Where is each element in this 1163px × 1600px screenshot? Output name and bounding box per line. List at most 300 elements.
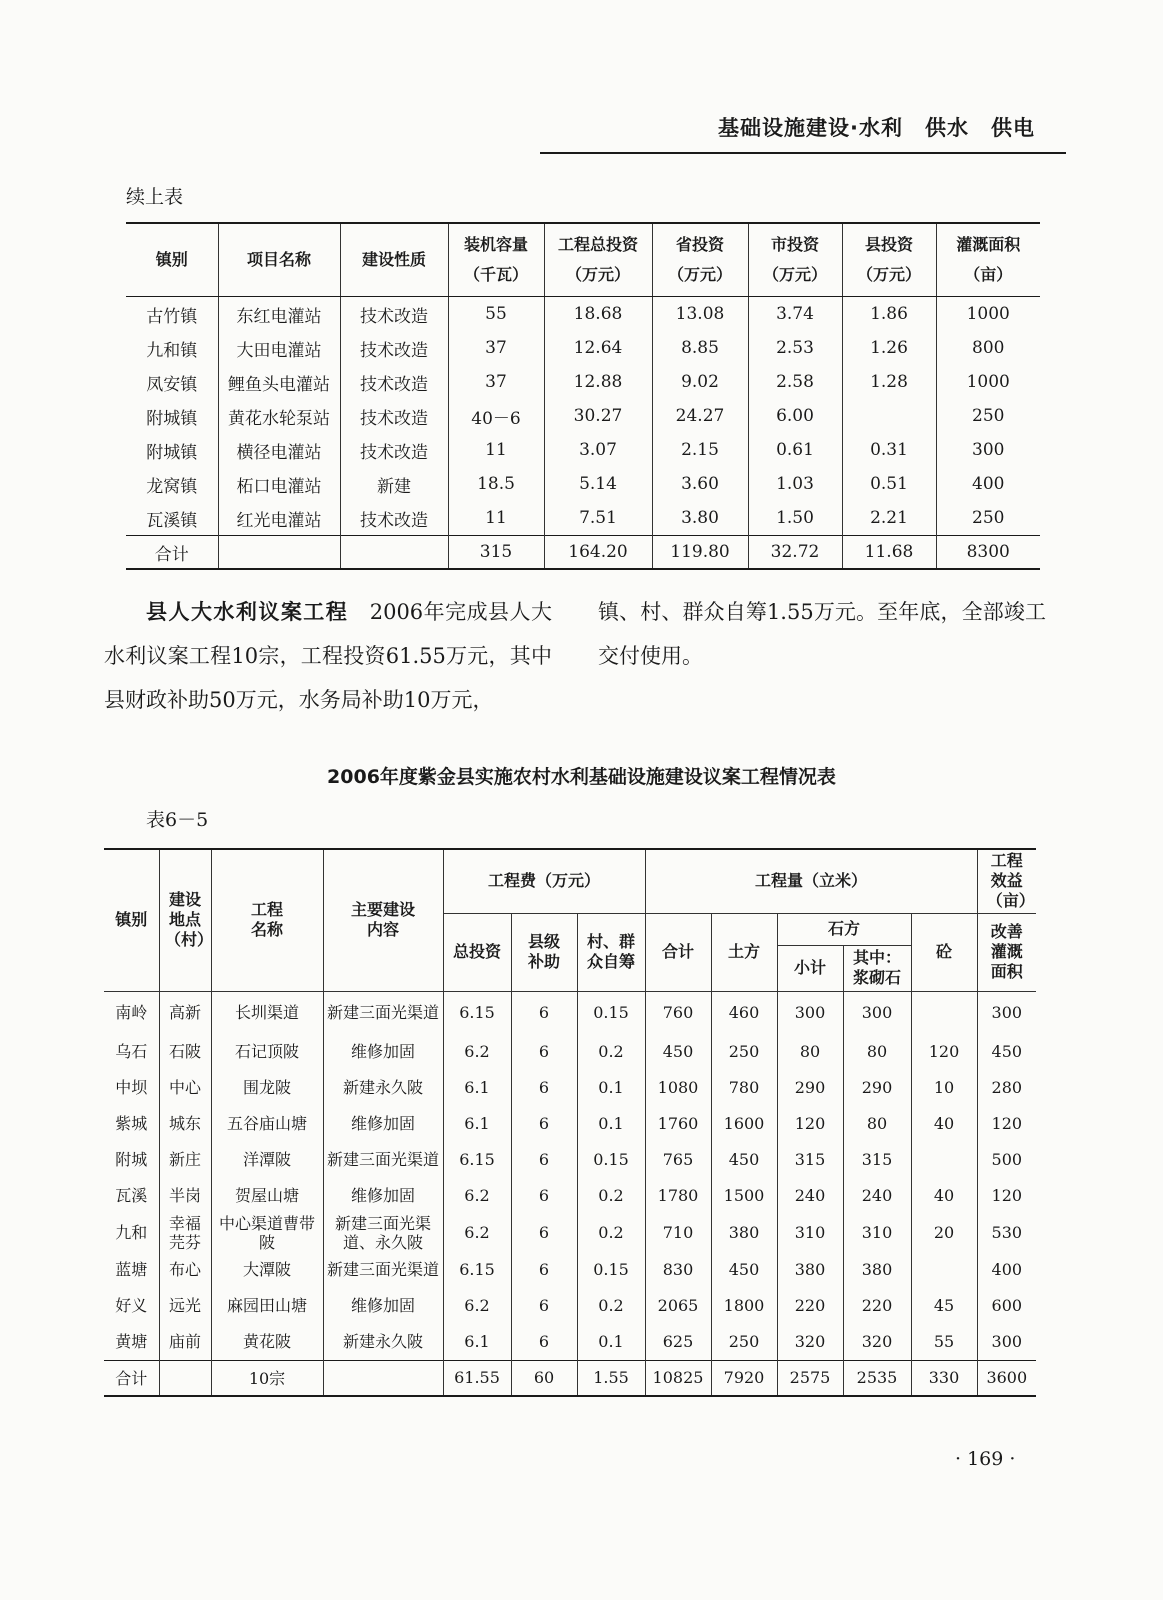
table2-cell-text: 315 bbox=[794, 1150, 826, 1169]
table1-cell: 新建 bbox=[340, 467, 448, 501]
table1-cell: 九和镇 bbox=[146, 340, 198, 361]
paragraph-text-col1: 2006年完成县人大水利议案工程10宗，工程投资61.55万元，其中县财政补助50万元，水务局补助10万元， bbox=[104, 600, 553, 712]
table2-cell bbox=[645, 1070, 711, 1106]
table2-cell bbox=[843, 1252, 911, 1288]
table2-row bbox=[104, 1324, 1036, 1361]
table2-cell bbox=[443, 991, 511, 1034]
table2-cell bbox=[211, 1034, 323, 1070]
table2-cell-text: 450 bbox=[728, 1150, 760, 1169]
table2-cell-text: 新建三面光渠道 bbox=[326, 1003, 439, 1022]
table2-cell bbox=[159, 1106, 211, 1142]
table2-cell bbox=[977, 1070, 1036, 1106]
table2-cell-text: 6.1 bbox=[464, 1114, 490, 1133]
table1-cell: 鲤鱼头电灌站 bbox=[218, 365, 340, 399]
table2-cell bbox=[645, 1034, 711, 1070]
table1-cell: 技术改造 bbox=[340, 365, 448, 399]
page-number: · 169 · bbox=[955, 1448, 1016, 1470]
table2-cell bbox=[911, 1034, 977, 1070]
table2-cell-text: 新建三面光渠道 bbox=[326, 1150, 439, 1169]
table2-cell bbox=[511, 1178, 577, 1214]
table2-cell bbox=[511, 1142, 577, 1178]
paragraph-col1 bbox=[104, 590, 552, 722]
th-tf: 土方 bbox=[711, 913, 777, 991]
table2-cell-text: 城东 bbox=[168, 1114, 201, 1133]
table2-cell bbox=[777, 991, 843, 1034]
table2-cell-text: 530 bbox=[991, 1223, 1023, 1242]
table2-cell-text: 380 bbox=[728, 1223, 760, 1242]
table1-cell bbox=[842, 399, 936, 433]
table2-cell-text: 120 bbox=[991, 1114, 1023, 1133]
table2-cell-text: 维修加固 bbox=[350, 1186, 415, 1205]
table2-cell bbox=[104, 1178, 159, 1214]
table2-cell bbox=[711, 1324, 777, 1361]
table1-header-line: 工程总投资 bbox=[557, 235, 638, 254]
table2-cell bbox=[159, 1142, 211, 1178]
table2-cell-text: 310 bbox=[794, 1223, 826, 1242]
table2-cell-text: 五谷庙山塘 bbox=[226, 1114, 307, 1133]
table2-cell-text: 中心 bbox=[168, 1078, 201, 1097]
table2-cell bbox=[777, 1178, 843, 1214]
table2-cell-text: 九和 bbox=[115, 1223, 148, 1242]
table2-cell-text: 长圳渠道 bbox=[234, 1003, 299, 1022]
table2-title: 2006年度紫金县实施农村水利基础设施建设议案工程情况表 bbox=[327, 766, 836, 788]
th-cqz-text: 村、群众自筹 bbox=[586, 932, 635, 971]
table2-cell-text: 6 bbox=[538, 1114, 550, 1133]
table2-cell-text: 0.1 bbox=[598, 1114, 624, 1133]
table2-cell bbox=[843, 1178, 911, 1214]
table2-cell bbox=[104, 1034, 159, 1070]
table2-cell bbox=[645, 1214, 711, 1252]
table1-header-cell bbox=[842, 223, 936, 297]
table1-header-line: （万元） bbox=[856, 265, 921, 284]
table2-cell-text: 6.15 bbox=[459, 1260, 495, 1279]
table2-cell bbox=[511, 1252, 577, 1288]
table1-total-cell bbox=[340, 536, 448, 570]
table2-cell-text: 瓦溪 bbox=[115, 1186, 148, 1205]
th-xjbz-text: 县级补助 bbox=[527, 932, 560, 971]
table2-cell bbox=[977, 1142, 1036, 1178]
table1-header-line: （亩） bbox=[964, 265, 1013, 284]
table2-cell bbox=[911, 1252, 977, 1288]
table2-row bbox=[104, 1252, 1036, 1288]
table2-cell-text: 6 bbox=[538, 1223, 550, 1242]
table2-cell bbox=[977, 1324, 1036, 1361]
table1-cell: 37 bbox=[448, 331, 544, 365]
table2-total-cell: 10宗 bbox=[211, 1360, 323, 1396]
table1-cell: 黄花水轮泵站 bbox=[218, 399, 340, 433]
table2-cell bbox=[577, 1214, 645, 1252]
table1-cell: 2.15 bbox=[652, 433, 748, 467]
table2-cell-text: 6 bbox=[538, 1296, 550, 1315]
table2-cell-text: 500 bbox=[991, 1150, 1023, 1169]
table1-cell: 37 bbox=[448, 365, 544, 399]
table2-cell bbox=[711, 1288, 777, 1324]
table2-cell bbox=[511, 1288, 577, 1324]
table2-cell-text: 1780 bbox=[657, 1186, 699, 1205]
table2-cell-text: 附城 bbox=[115, 1150, 148, 1169]
table2-cell bbox=[323, 1034, 443, 1070]
table1-total-cell: 315 bbox=[448, 536, 544, 570]
table2-total-cell: 61.55 bbox=[443, 1360, 511, 1396]
table1-cell: 8.85 bbox=[652, 331, 748, 365]
table2-cell-text: 洋潭陂 bbox=[242, 1150, 291, 1169]
th-neirong bbox=[323, 849, 443, 991]
table2-cell-text: 幸福芫芬 bbox=[168, 1213, 201, 1252]
table2-cell bbox=[104, 1070, 159, 1106]
table2-cell-text: 300 bbox=[991, 1003, 1023, 1022]
table2-total-cell bbox=[323, 1360, 443, 1396]
table2-cell-text: 6 bbox=[538, 1186, 550, 1205]
table2-cell-text: 830 bbox=[662, 1260, 694, 1279]
table2-cell-text: 庙前 bbox=[168, 1332, 201, 1351]
table2-cell-text: 40 bbox=[933, 1186, 955, 1205]
table2-cell bbox=[211, 1252, 323, 1288]
table1-row bbox=[126, 467, 1040, 501]
table2-cell-text: 460 bbox=[728, 1003, 760, 1022]
table2-cell bbox=[577, 991, 645, 1034]
table2-cell-text: 220 bbox=[794, 1296, 826, 1315]
th-xjbz bbox=[511, 913, 577, 991]
table2-cell bbox=[511, 1106, 577, 1142]
table2-cell bbox=[159, 1252, 211, 1288]
table2-cell bbox=[777, 1324, 843, 1361]
table1-header-line: （万元） bbox=[565, 265, 630, 284]
table2-cell-text: 1600 bbox=[723, 1114, 765, 1133]
table2-cell-text: 新建三面光渠道 bbox=[326, 1260, 439, 1279]
table2-cell bbox=[977, 991, 1036, 1034]
table1-header-line: （万元） bbox=[667, 265, 732, 284]
table2-cell-text: 0.15 bbox=[593, 1150, 629, 1169]
table1-header-cell bbox=[748, 223, 842, 297]
table2-cell bbox=[104, 1142, 159, 1178]
table2-cell-text: 麻园田山塘 bbox=[226, 1296, 307, 1315]
table2-cell-text: 布心 bbox=[168, 1260, 201, 1279]
table1-cell: 凤安镇 bbox=[146, 374, 198, 395]
table1-header-cell bbox=[448, 223, 544, 297]
table2-cell bbox=[159, 1288, 211, 1324]
table1-cell: 400 bbox=[936, 467, 1040, 501]
table2-cell-text: 蓝塘 bbox=[115, 1260, 148, 1279]
water-project-table bbox=[104, 848, 1036, 1397]
table2-cell bbox=[843, 1324, 911, 1361]
table2-row bbox=[104, 1142, 1036, 1178]
table2-cell-text: 300 bbox=[991, 1332, 1023, 1351]
table2-cell-text: 6 bbox=[538, 1332, 550, 1351]
th-xj: 小计 bbox=[777, 945, 843, 991]
table1-row bbox=[126, 331, 1040, 365]
table1-cell: 东红电灌站 bbox=[218, 297, 340, 332]
table2-cell-text: 380 bbox=[794, 1260, 826, 1279]
table2-cell bbox=[577, 1142, 645, 1178]
table2-cell bbox=[323, 1106, 443, 1142]
table1-caption: 续上表 bbox=[126, 186, 184, 208]
table2-row bbox=[104, 1214, 1036, 1252]
table2-cell bbox=[911, 1178, 977, 1214]
table2-cell bbox=[211, 1178, 323, 1214]
table2-cell bbox=[159, 1324, 211, 1361]
table2-cell bbox=[104, 1106, 159, 1142]
table1-header-cell bbox=[126, 223, 218, 297]
table2-cell-text: 80 bbox=[799, 1042, 821, 1061]
table1-header-line: 省投资 bbox=[675, 235, 724, 254]
table2-cell bbox=[977, 1178, 1036, 1214]
table1-cell: 5.14 bbox=[544, 467, 652, 501]
table2-cell bbox=[159, 1070, 211, 1106]
table1-header-line: 县投资 bbox=[864, 235, 913, 254]
table2-total-cell: 7920 bbox=[711, 1360, 777, 1396]
table1-cell: 1.03 bbox=[748, 467, 842, 501]
table2-cell bbox=[323, 1288, 443, 1324]
table2-cell-text: 710 bbox=[662, 1223, 694, 1242]
table2-cell bbox=[911, 1106, 977, 1142]
table2-cell-text: 40 bbox=[933, 1114, 955, 1133]
table2-row bbox=[104, 1288, 1036, 1324]
table1-cell: 18.5 bbox=[448, 467, 544, 501]
table2-cell-text: 贺屋山塘 bbox=[234, 1186, 299, 1205]
table2-cell bbox=[159, 991, 211, 1034]
table1-total-cell: 119.80 bbox=[652, 536, 748, 570]
table2-cell bbox=[777, 1106, 843, 1142]
table2-cell-text: 120 bbox=[794, 1114, 826, 1133]
table2-cell bbox=[977, 1288, 1036, 1324]
table2-cell bbox=[843, 991, 911, 1034]
table2-cell-text: 310 bbox=[861, 1223, 893, 1242]
table2-cell-text: 中心渠道曹带陂 bbox=[218, 1213, 315, 1252]
table2-cell-text: 55 bbox=[933, 1332, 955, 1351]
table1-cell: 6.00 bbox=[748, 399, 842, 433]
table1-total-cell: 164.20 bbox=[544, 536, 652, 570]
table2-cell bbox=[104, 1252, 159, 1288]
table1-cell: 11 bbox=[448, 433, 544, 467]
th-gcf: 工程费（万元） bbox=[443, 849, 645, 913]
table1-cell: 300 bbox=[936, 433, 1040, 467]
irrigation-station-table bbox=[126, 222, 1040, 570]
table1-cell: 0.31 bbox=[842, 433, 936, 467]
table2-cell-text: 1800 bbox=[723, 1296, 765, 1315]
table1-header-line: 镇别 bbox=[155, 250, 188, 269]
table2-cell-text: 220 bbox=[861, 1296, 893, 1315]
table1-header-line: 项目名称 bbox=[246, 250, 311, 269]
table1-cell: 技术改造 bbox=[340, 399, 448, 433]
table2-cell-text: 维修加固 bbox=[350, 1042, 415, 1061]
table1-cell: 龙窝镇 bbox=[146, 476, 198, 497]
table2-cell-text: 新建永久陂 bbox=[342, 1332, 423, 1351]
header-rule bbox=[540, 152, 1066, 154]
table2-cell bbox=[711, 1106, 777, 1142]
table2-cell bbox=[511, 991, 577, 1034]
table2-cell bbox=[211, 1324, 323, 1361]
table1-cell: 2.53 bbox=[748, 331, 842, 365]
table1-cell: 12.64 bbox=[544, 331, 652, 365]
table2-cell bbox=[911, 1070, 977, 1106]
table1-cell: 古竹镇 bbox=[146, 306, 198, 327]
table1-header-cell bbox=[340, 223, 448, 297]
running-header: 基础设施建设·水利 供水 供电 bbox=[718, 116, 1035, 140]
th-mingcheng-text: 工程名称 bbox=[250, 900, 283, 940]
table2-cell bbox=[777, 1252, 843, 1288]
th-didian bbox=[159, 849, 214, 991]
table1-cell: 3.60 bbox=[652, 467, 748, 501]
table1-cell: 30.27 bbox=[544, 399, 652, 433]
table2-cell bbox=[577, 1252, 645, 1288]
table1-cell: 18.68 bbox=[544, 297, 652, 332]
table2-cell bbox=[104, 1324, 159, 1361]
table1-header-line: （万元） bbox=[762, 265, 827, 284]
table2-cell bbox=[911, 1142, 977, 1178]
table1-cell: 技术改造 bbox=[340, 297, 448, 332]
table2-cell-text: 黄塘 bbox=[115, 1332, 148, 1351]
table1-header-line: 建设性质 bbox=[361, 250, 426, 269]
table2-cell bbox=[843, 1106, 911, 1142]
table1-cell: 3.80 bbox=[652, 501, 748, 536]
table2-cell bbox=[711, 1034, 777, 1070]
table1-cell: 附城镇 bbox=[146, 442, 198, 463]
table2-cell-text: 45 bbox=[933, 1296, 955, 1315]
table1-header-line: （千瓦） bbox=[463, 265, 528, 284]
table2-cell-text: 围龙陂 bbox=[242, 1078, 291, 1097]
table2-total-row bbox=[104, 1360, 1036, 1396]
table1-cell: 1.86 bbox=[842, 297, 936, 332]
table2-cell-text: 120 bbox=[991, 1186, 1023, 1205]
table2-cell-text: 高新 bbox=[168, 1003, 201, 1022]
table2-cell bbox=[911, 1288, 977, 1324]
table2-cell-text: 乌石 bbox=[115, 1042, 148, 1061]
table2-cell bbox=[777, 1288, 843, 1324]
th-gs-text: 改善灌溉面积 bbox=[990, 922, 1023, 981]
table2-cell bbox=[443, 1034, 511, 1070]
table2-cell-text: 6.2 bbox=[464, 1042, 490, 1061]
table1-row bbox=[126, 297, 1040, 332]
table2-cell bbox=[843, 1214, 911, 1252]
table2-cell bbox=[777, 1142, 843, 1178]
table1-cell: 3.07 bbox=[544, 433, 652, 467]
table2-cell-text: 6.1 bbox=[464, 1078, 490, 1097]
table2-total-cell: 1.55 bbox=[577, 1360, 645, 1396]
table2-cell-text: 290 bbox=[794, 1078, 826, 1097]
table2-cell bbox=[645, 1288, 711, 1324]
table1-total-cell: 8300 bbox=[936, 536, 1040, 570]
table2-cell bbox=[577, 1178, 645, 1214]
table2-cell-text: 0.1 bbox=[598, 1078, 624, 1097]
table2-cell-text: 120 bbox=[928, 1042, 960, 1061]
table2-cell-text: 0.15 bbox=[593, 1260, 629, 1279]
table2-cell bbox=[577, 1288, 645, 1324]
table2-total-cell bbox=[159, 1360, 211, 1396]
table2-cell bbox=[711, 1252, 777, 1288]
table2-cell bbox=[443, 1214, 511, 1252]
th-xiaoyi bbox=[977, 849, 1036, 913]
th-gcl: 工程量（立米） bbox=[645, 849, 977, 913]
table1-header-cell bbox=[652, 223, 748, 297]
table2-cell-text: 450 bbox=[662, 1042, 694, 1061]
table2-cell bbox=[443, 1288, 511, 1324]
table2-cell bbox=[159, 1034, 211, 1070]
table2-cell bbox=[977, 1252, 1036, 1288]
th-ztz: 总投资 bbox=[443, 913, 511, 991]
table2-cell bbox=[843, 1034, 911, 1070]
table2-cell bbox=[645, 1106, 711, 1142]
table1-header-row bbox=[126, 223, 1040, 297]
table1-cell: 55 bbox=[448, 297, 544, 332]
table2-cell bbox=[511, 1070, 577, 1106]
table1-header-line: 市投资 bbox=[770, 235, 819, 254]
table1-cell: 1000 bbox=[936, 365, 1040, 399]
table2-cell-text: 625 bbox=[662, 1332, 694, 1351]
table2-cell-text: 维修加固 bbox=[350, 1114, 415, 1133]
table2-cell bbox=[577, 1070, 645, 1106]
table2-cell-text: 280 bbox=[991, 1078, 1023, 1097]
table2-cell bbox=[159, 1178, 211, 1214]
th-jq bbox=[843, 945, 911, 991]
table2-cell-text: 2065 bbox=[657, 1296, 699, 1315]
th-neirong-text: 主要建设内容 bbox=[350, 900, 415, 940]
table2-cell bbox=[577, 1106, 645, 1142]
table1-total-cell: 11.68 bbox=[842, 536, 936, 570]
table2-cell-text: 南岭 bbox=[115, 1003, 148, 1022]
table2-cell bbox=[645, 1178, 711, 1214]
table1-row bbox=[126, 501, 1040, 536]
th-gs bbox=[977, 913, 1036, 991]
table2-cell bbox=[511, 1214, 577, 1252]
table2-cell-text: 远光 bbox=[168, 1296, 201, 1315]
table2-cell-text: 240 bbox=[861, 1186, 893, 1205]
table1-cell: 250 bbox=[936, 501, 1040, 536]
table1-cell: 250 bbox=[936, 399, 1040, 433]
table2-cell-text: 石陂 bbox=[168, 1042, 201, 1061]
table2-cell bbox=[211, 1106, 323, 1142]
table2-cell bbox=[577, 1324, 645, 1361]
paragraph-lead: 县人大水利议案工程 bbox=[146, 600, 349, 624]
table2-cell-text: 0.2 bbox=[598, 1186, 624, 1205]
table2-total-cell: 10825 bbox=[645, 1360, 711, 1396]
table2-cell-text: 450 bbox=[991, 1042, 1023, 1061]
table2-row bbox=[104, 991, 1036, 1034]
table2-cell bbox=[211, 991, 323, 1034]
paragraph-col2: 镇、村、群众自筹1.55万元。至年底，全部竣工交付使用。 bbox=[598, 600, 1046, 668]
table1-cell: 3.74 bbox=[748, 297, 842, 332]
table2-cell bbox=[443, 1106, 511, 1142]
table1-cell: 7.51 bbox=[544, 501, 652, 536]
table2-cell bbox=[645, 1142, 711, 1178]
table2-cell-text: 0.15 bbox=[593, 1003, 629, 1022]
table2-cell bbox=[323, 1214, 443, 1252]
table2-cell bbox=[711, 1070, 777, 1106]
table2-cell-text: 6.1 bbox=[464, 1332, 490, 1351]
table2-cell bbox=[843, 1142, 911, 1178]
table2-row bbox=[104, 1070, 1036, 1106]
table2-cell bbox=[711, 1214, 777, 1252]
table2-cell bbox=[443, 1178, 511, 1214]
table2-cell bbox=[104, 1288, 159, 1324]
table2-cell-text: 780 bbox=[728, 1078, 760, 1097]
table1-cell: 1000 bbox=[936, 297, 1040, 332]
table2-cell-text: 760 bbox=[662, 1003, 694, 1022]
table2-row bbox=[104, 1034, 1036, 1070]
table2-cell bbox=[645, 991, 711, 1034]
table2-cell bbox=[104, 1214, 159, 1252]
th-xiaoyi-text: 工程效益（亩） bbox=[986, 851, 1035, 911]
table2-cell bbox=[843, 1288, 911, 1324]
table1-cell: 9.02 bbox=[652, 365, 748, 399]
table2-cell bbox=[211, 1142, 323, 1178]
table2-total-cell: 2575 bbox=[777, 1360, 843, 1396]
table2-cell bbox=[443, 1070, 511, 1106]
table1-cell: 瓦溪镇 bbox=[146, 510, 198, 531]
table1-cell: 1.28 bbox=[842, 365, 936, 399]
table2-cell bbox=[323, 1070, 443, 1106]
table2-cell bbox=[323, 1142, 443, 1178]
table2-cell-text: 250 bbox=[728, 1042, 760, 1061]
